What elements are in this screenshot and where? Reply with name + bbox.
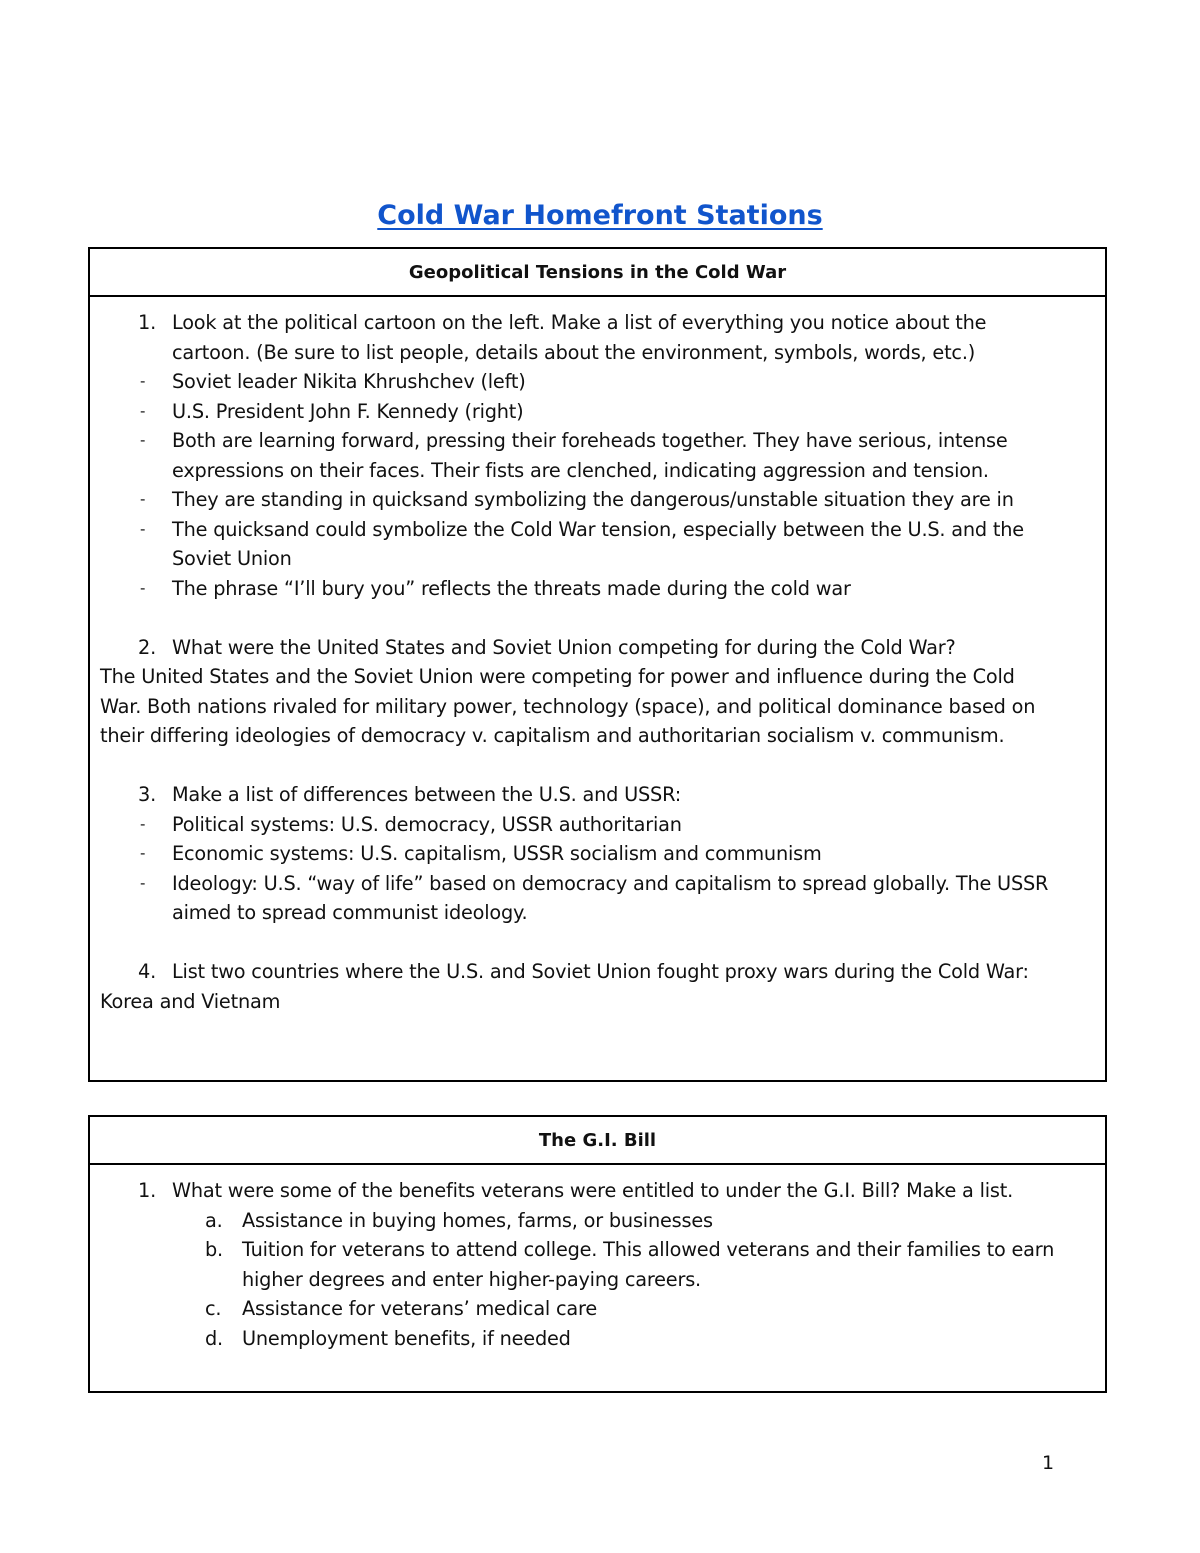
answer-text: aimed to spread communist ideology. [172, 901, 528, 924]
question-number: 4. [138, 960, 156, 983]
answer-item [100, 1324, 1095, 1354]
spacer [100, 603, 1095, 633]
answer-text: Assistance for veterans’ medical care [242, 1297, 597, 1320]
answer-line: War. Both nations rivaled for military power, technology (space), and political dominance based on [100, 694, 1036, 718]
question-number: 1. [138, 311, 156, 334]
bullet-dash: - [140, 844, 146, 862]
question-number: 2. [138, 635, 156, 659]
question-number: 3. [138, 783, 156, 806]
geopolitical-heading: Geopolitical Tensions in the Cold War [90, 249, 1105, 297]
list-letter: d. [205, 1326, 223, 1350]
answer-line: Korea and Vietnam [100, 989, 281, 1013]
answer-text: They are standing in quicksand symbolizing the dangerous/unstable situation they are in [172, 488, 1014, 511]
answer-text: expressions on their faces. Their fists are clenched, indicating aggression and tension. [172, 458, 989, 482]
answer-item [100, 869, 1095, 928]
bullet-dash: - [140, 873, 146, 892]
spacer [100, 751, 1095, 781]
answer-text: The phrase “I’ll bury you” reflects the threats made during the cold war [172, 576, 851, 600]
page-title: Cold War Homefront Stations [377, 200, 823, 231]
answer-text: Soviet leader Nikita Khrushchev (left) [172, 370, 526, 393]
bullet-dash: - [140, 490, 146, 508]
bullet-dash: - [140, 372, 146, 390]
answer-text: U.S. President John F. Kennedy (right) [172, 399, 524, 423]
answer-item [100, 810, 1095, 840]
answer-text: Soviet Union [172, 547, 292, 570]
answer-text: Economic systems: U.S. capitalism, USSR socialism and communism [172, 842, 822, 865]
question-text: What were the United States and Soviet Union competing for during the Cold War? [172, 635, 956, 659]
spacer [100, 928, 1095, 958]
answer-line: their differing ideologies of democracy v. capitalism and authoritarian socialism v. communism. [100, 724, 1005, 747]
answer-paragraph [100, 662, 1095, 751]
question-4 [100, 957, 1095, 987]
question-1 [100, 308, 1095, 367]
question-text: Make a list of differences between the U.S. and USSR: [172, 783, 681, 806]
answer-item [100, 1294, 1095, 1324]
bullet-dash: - [140, 519, 146, 538]
geopolitical-section [88, 247, 1107, 1082]
answer-item [100, 839, 1095, 869]
question-text: cartoon. (Be sure to list people, details about the environment, symbols, words, etc.) [172, 340, 976, 364]
answer-item [100, 397, 1095, 427]
question-text: Look at the political cartoon on the left. Make a list of everything you notice about the [172, 311, 987, 334]
gi-bill-section [88, 1115, 1107, 1393]
answer-line: The United States and the Soviet Union were competing for power and influence during the Cold [100, 665, 1015, 688]
question-text: List two countries where the U.S. and Soviet Union fought proxy wars during the Cold War: [172, 960, 1029, 983]
bullet-dash: - [140, 814, 146, 833]
answer-item [100, 515, 1095, 574]
list-letter: c. [205, 1297, 222, 1320]
gi-bill-heading: The G.I. Bill [90, 1117, 1105, 1165]
answer-text: higher degrees and enter higher-paying careers. [242, 1267, 701, 1291]
list-letter: b. [205, 1238, 223, 1261]
bullet-dash: - [140, 578, 146, 597]
list-letter: a. [205, 1208, 223, 1232]
question-1 [100, 1176, 1095, 1206]
answer-text: Political systems: U.S. democracy, USSR authoritarian [172, 812, 682, 836]
answer-item [100, 426, 1095, 485]
answer-paragraph [100, 987, 1095, 1017]
answer-item [100, 367, 1095, 397]
bullet-dash: - [140, 401, 146, 420]
bullet-dash: - [140, 431, 146, 449]
answer-text: Ideology: U.S. “way of life” based on democracy and capitalism to spread globally. The USSR [172, 871, 1049, 895]
answer-item [100, 1206, 1095, 1236]
answer-text: Assistance in buying homes, farms, or businesses [242, 1208, 713, 1232]
answer-item [100, 574, 1095, 604]
gi-bill-body [90, 1165, 1105, 1353]
question-number: 1. [138, 1179, 156, 1202]
answer-text: Tuition for veterans to attend college. This allowed veterans and their families to earn [242, 1238, 1055, 1261]
question-2 [100, 633, 1095, 663]
answer-item [100, 1235, 1095, 1294]
question-3 [100, 780, 1095, 810]
answer-item [100, 485, 1095, 515]
page-number: 1 [1042, 1452, 1055, 1474]
answer-text: Unemployment benefits, if needed [242, 1326, 571, 1350]
question-text: What were some of the benefits veterans were entitled to under the G.I. Bill? Make a list. [172, 1179, 1014, 1202]
answer-text: Both are learning forward, pressing their foreheads together. They have serious, intense [172, 429, 1008, 452]
geopolitical-body [90, 297, 1105, 1016]
answer-text: The quicksand could symbolize the Cold War tension, especially between the U.S. and the [172, 517, 1024, 541]
